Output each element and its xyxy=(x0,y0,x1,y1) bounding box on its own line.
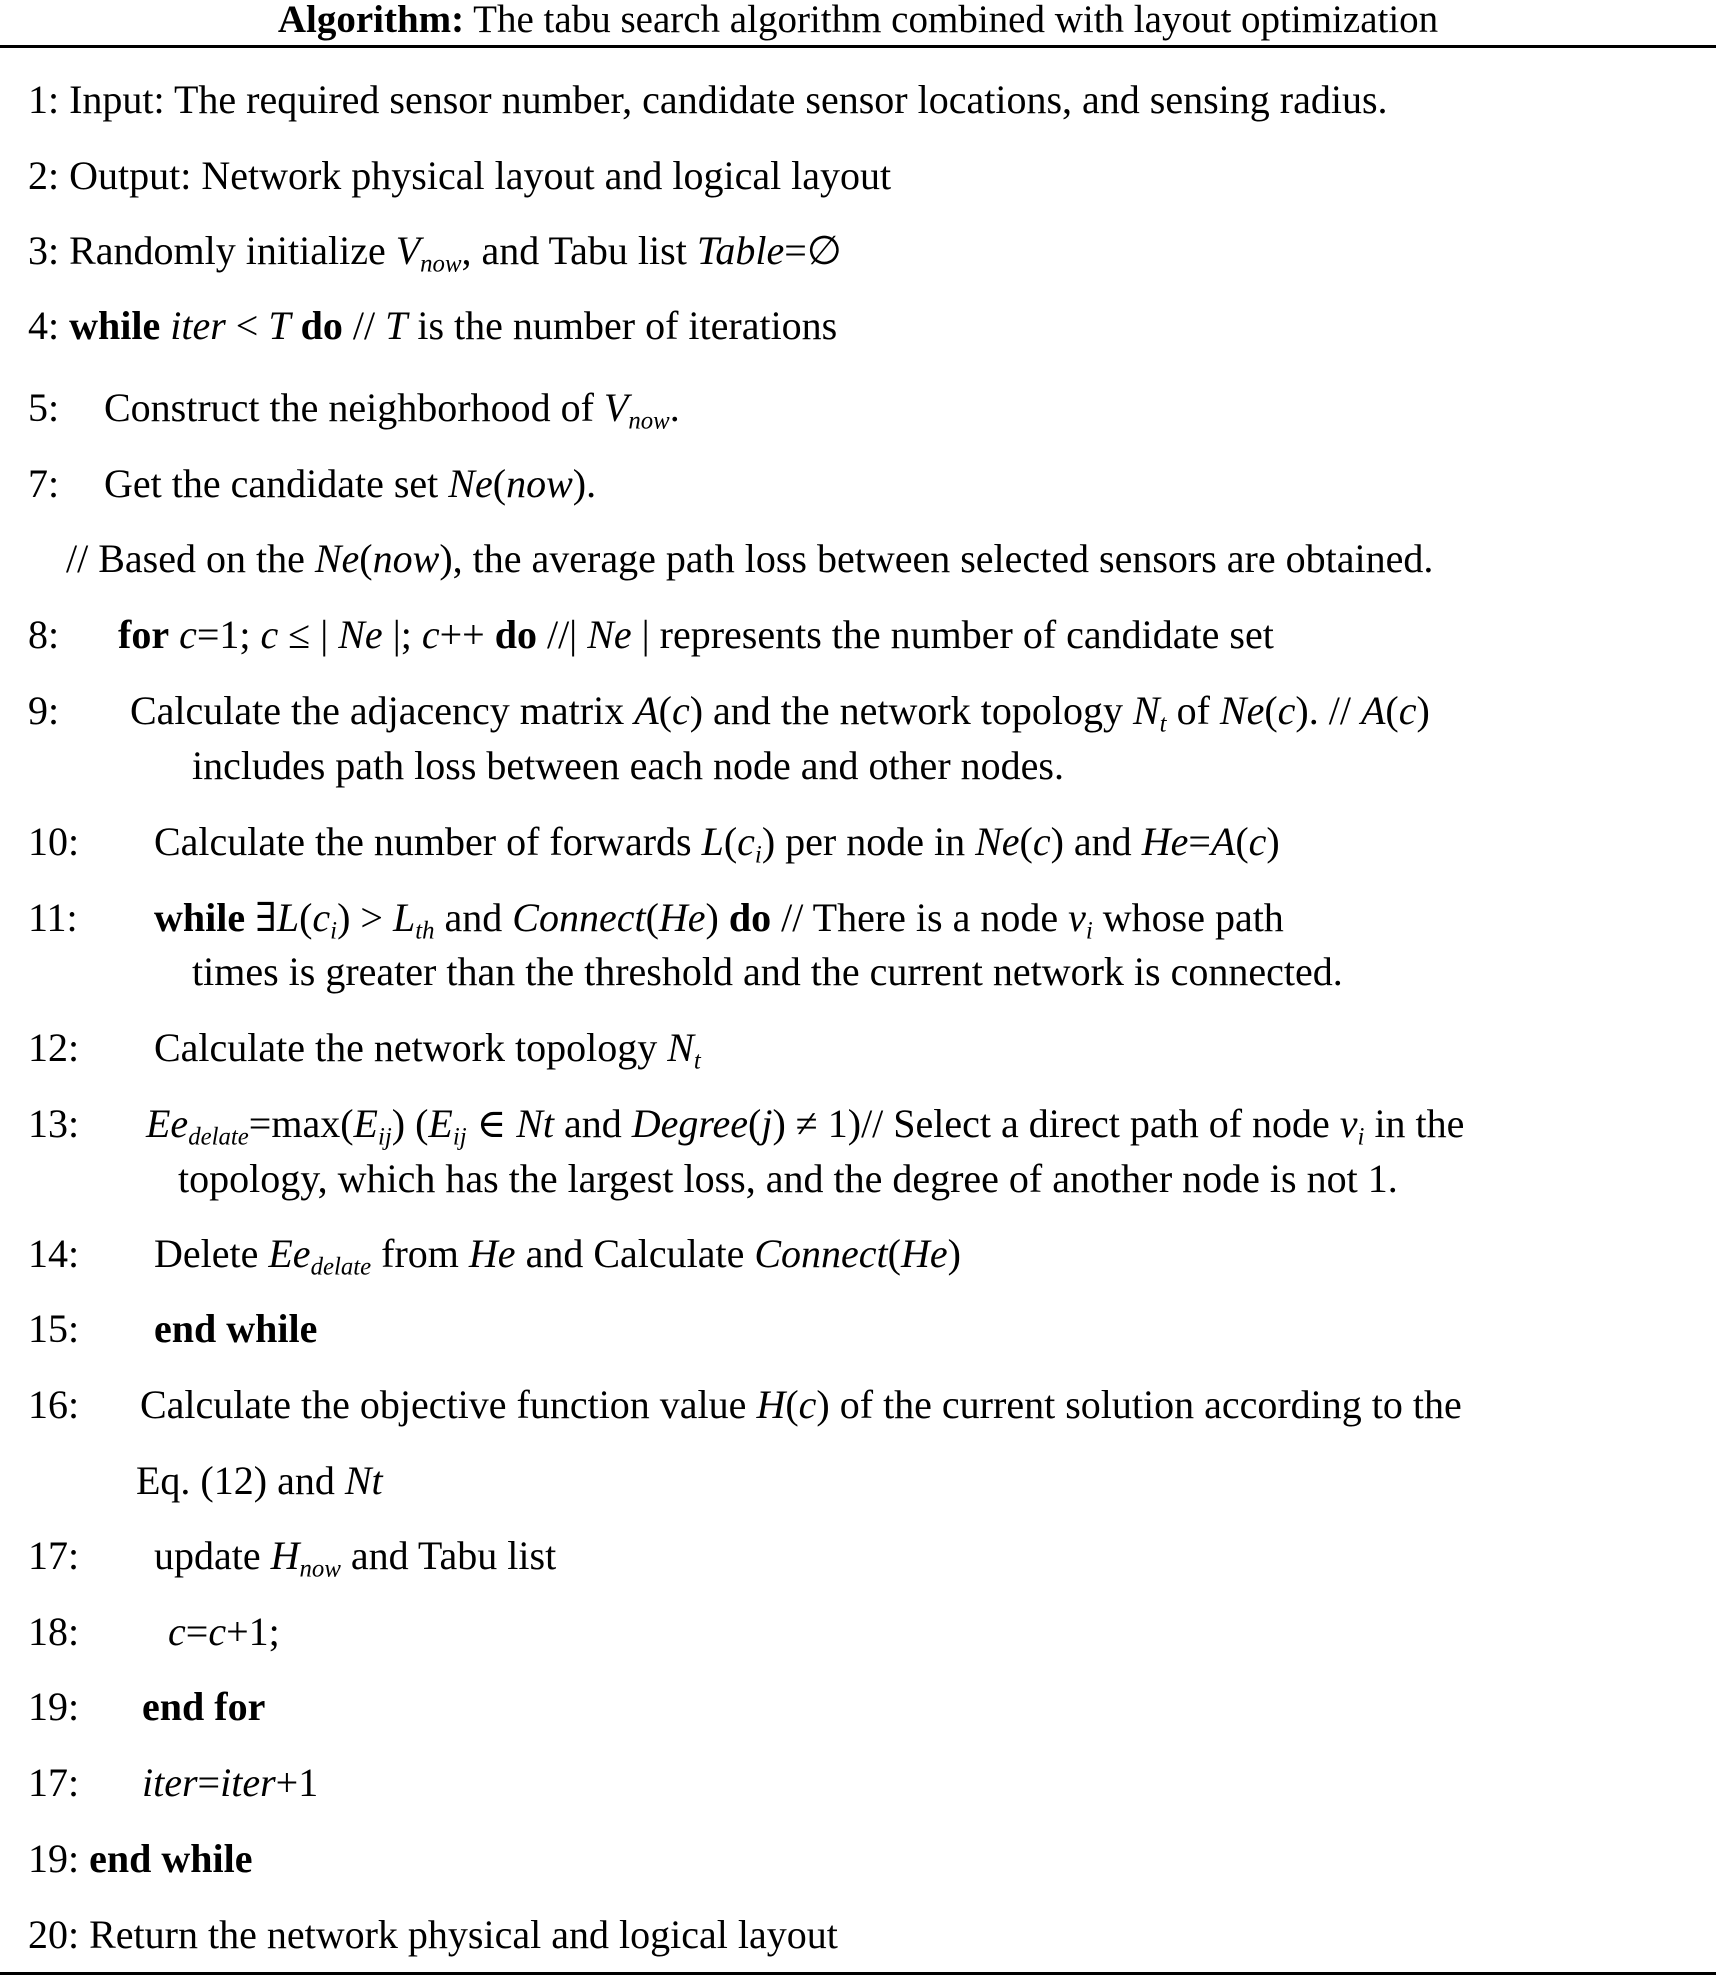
line-9-text: Calculate the adjacency matrix A(c) and the network topology $N_t$ of Ne(c). // A(c) xyxy=(130,688,1430,738)
line-4: 4: while iter < T do // T is the number of iterations xyxy=(28,303,838,348)
line-11-text: while $\exists L(c_i) > L_{th}$ and Connect(He) do // There is a node $v_i$ whose path xyxy=(154,895,1284,945)
line-17-text: update $H_{now}$ and Tabu list xyxy=(154,1533,557,1583)
comment-line: // Based on the Ne(now), the average path loss between selected sensors are obtained. xyxy=(66,536,1434,581)
line-8-text: for c=1; c ≤ | Ne |; c++ do //| Ne | represents the number of candidate set xyxy=(118,612,1274,657)
line-11: 11: xyxy=(28,895,78,940)
line-17b-text: iter=iter+1 xyxy=(142,1760,319,1805)
line-19: 19: xyxy=(28,1684,80,1729)
line-11-cont: times is greater than the threshold and the current network is connected. xyxy=(192,949,1343,994)
line-10: 10: xyxy=(28,819,80,864)
algorithm-title xyxy=(0,0,1716,40)
line-1: 1: Input: The required sensor number, candidate sensor locations, and sensing radius. xyxy=(28,77,1388,122)
line-13: 13: xyxy=(28,1101,80,1146)
algorithm-label: Algorithm: xyxy=(277,0,465,41)
line-7-text: Get the candidate set Ne(now). xyxy=(104,461,597,506)
line-15: 15: xyxy=(28,1306,80,1351)
line-5-text: Construct the neighborhood of $V_{now}$. xyxy=(104,385,680,435)
line-12-text: Calculate the network topology $N_t$ xyxy=(154,1025,701,1075)
top-rule xyxy=(0,45,1716,48)
algorithm-name: The tabu search algorithm combined with layout optimization xyxy=(473,0,1439,41)
line-8: 8: xyxy=(28,612,60,657)
line-10-text: Calculate the number of forwards $L(c_i)$ per node in Ne(c) and He=A(c) xyxy=(154,819,1280,869)
line-15-text: end while xyxy=(154,1306,318,1351)
line-20: 20: Return the network physical and logical layout xyxy=(28,1912,838,1957)
line-19-text: end for xyxy=(142,1684,266,1729)
line-9-cont: includes path loss between each node and other nodes. xyxy=(192,743,1064,788)
line-13-text: $Ee_{delate}=\max(E_{ij})$ ($E_{ij}$ ∈ Nt and Degree(j) ≠ 1)// Select a direct path of node $v_i$ in the xyxy=(146,1101,1465,1151)
line-16-cont: Eq. (12) and Nt xyxy=(136,1458,383,1503)
line-3: 3: Randomly initialize $V_{now}$, and Tabu list Table=∅ xyxy=(28,228,842,278)
line-12: 12: xyxy=(28,1025,80,1070)
line-2: 2: Output: Network physical layout and logical layout xyxy=(28,153,892,198)
line-16-text: Calculate the objective function value H(c) of the current solution according to the xyxy=(140,1382,1462,1427)
line-19b: 19: end while xyxy=(28,1836,253,1881)
line-17: 17: xyxy=(28,1533,80,1578)
line-9: 9: xyxy=(28,688,60,733)
line-7: 7: xyxy=(28,461,60,506)
line-13-cont: topology, which has the largest loss, and the degree of another node is not 1. xyxy=(178,1156,1398,1201)
line-18-text: c=c+1; xyxy=(168,1609,280,1654)
line-14: 14: xyxy=(28,1231,80,1276)
line-14-text: Delete $Ee_{delate}$ from He and Calculate Connect(He) xyxy=(154,1231,961,1281)
line-16: 16: xyxy=(28,1382,80,1427)
line-17b: 17: xyxy=(28,1760,80,1805)
line-18: 18: xyxy=(28,1609,80,1654)
line-5: 5: xyxy=(28,385,60,430)
bottom-rule xyxy=(0,1972,1716,1975)
